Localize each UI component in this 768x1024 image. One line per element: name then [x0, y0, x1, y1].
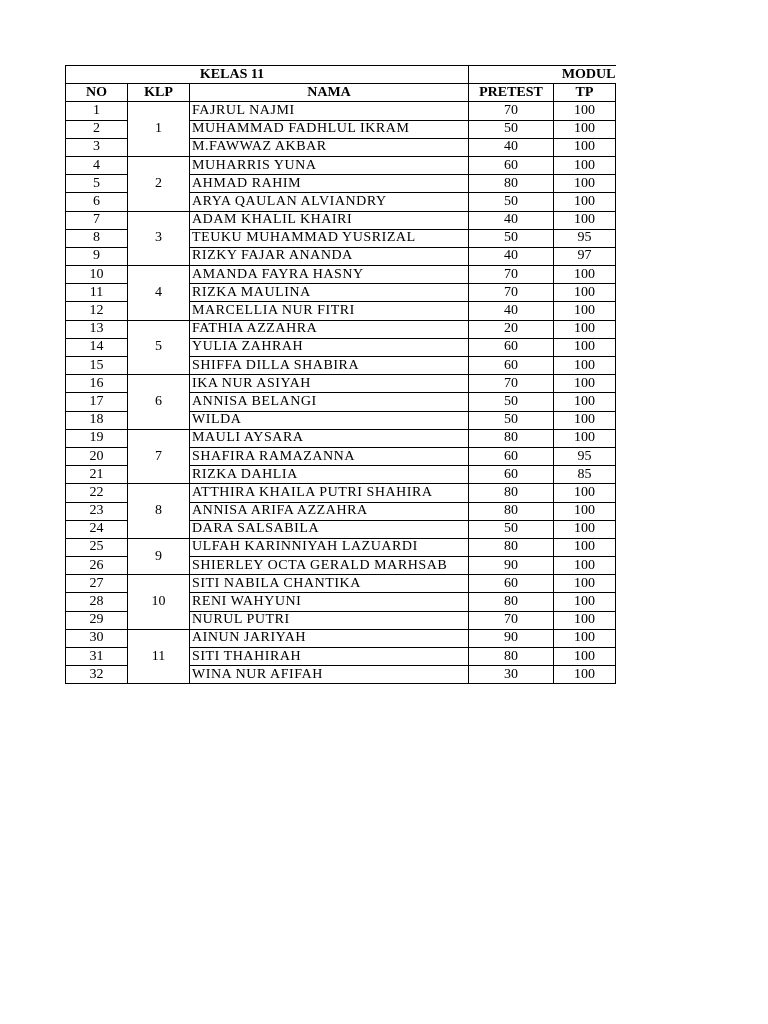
student-name-cell: SITI NABILA CHANTIKA [190, 575, 469, 593]
group-number-cell: 11 [128, 629, 190, 684]
pretest-score-cell: 80 [469, 538, 554, 556]
table-row [66, 266, 616, 284]
tp-score-cell: 100 [554, 666, 616, 684]
row-number-cell: 2 [66, 120, 128, 138]
modul-label: MODUL [469, 66, 616, 84]
table-row [66, 575, 616, 593]
tp-score-cell: 100 [554, 593, 616, 611]
student-name-cell: RENI WAHYUNI [190, 593, 469, 611]
tp-score-cell: 100 [554, 211, 616, 229]
group-number-cell: 8 [128, 484, 190, 539]
row-number-cell: 8 [66, 229, 128, 247]
group-number-cell: 6 [128, 375, 190, 430]
row-number-cell: 10 [66, 266, 128, 284]
row-number-cell: 27 [66, 575, 128, 593]
group-number-cell: 3 [128, 211, 190, 266]
pretest-score-cell: 70 [469, 284, 554, 302]
pretest-score-cell: 70 [469, 611, 554, 629]
row-number-cell: 5 [66, 175, 128, 193]
student-score-table [65, 65, 616, 684]
class-title: KELAS 11 [66, 66, 469, 84]
pretest-score-cell: 40 [469, 211, 554, 229]
pretest-score-cell: 60 [469, 575, 554, 593]
student-name-cell: M.FAWWAZ AKBAR [190, 138, 469, 156]
group-number-cell: 9 [128, 538, 190, 574]
group-number-cell: 10 [128, 575, 190, 630]
pretest-score-cell: 50 [469, 411, 554, 429]
table-row [66, 156, 616, 174]
header-tp: TP [554, 84, 616, 102]
student-name-cell: SHIERLEY OCTA GERALD MARHSAB [190, 557, 469, 575]
header-row [66, 84, 616, 102]
row-number-cell: 26 [66, 557, 128, 575]
table-row [66, 102, 616, 120]
header-klp: KLP [128, 84, 190, 102]
pretest-score-cell: 50 [469, 193, 554, 211]
student-name-cell: MARCELLIA NUR FITRI [190, 302, 469, 320]
tp-score-cell: 100 [554, 557, 616, 575]
row-number-cell: 22 [66, 484, 128, 502]
row-number-cell: 14 [66, 338, 128, 356]
tp-score-cell: 100 [554, 302, 616, 320]
pretest-score-cell: 50 [469, 393, 554, 411]
student-name-cell: AINUN JARIYAH [190, 629, 469, 647]
student-name-cell: RIZKA DAHLIA [190, 466, 469, 484]
pretest-score-cell: 90 [469, 557, 554, 575]
row-number-cell: 9 [66, 247, 128, 265]
student-name-cell: SITI THAHIRAH [190, 648, 469, 666]
pretest-score-cell: 70 [469, 102, 554, 120]
student-name-cell: NURUL PUTRI [190, 611, 469, 629]
pretest-score-cell: 60 [469, 357, 554, 375]
title-row [66, 66, 616, 84]
student-name-cell: AMANDA FAYRA HASNY [190, 266, 469, 284]
pretest-score-cell: 60 [469, 447, 554, 465]
row-number-cell: 23 [66, 502, 128, 520]
tp-score-cell: 100 [554, 357, 616, 375]
tp-score-cell: 100 [554, 484, 616, 502]
header-nama: NAMA [190, 84, 469, 102]
tp-score-cell: 100 [554, 375, 616, 393]
tp-score-cell: 85 [554, 466, 616, 484]
tp-score-cell: 100 [554, 411, 616, 429]
header-pretest: PRETEST [469, 84, 554, 102]
tp-score-cell: 100 [554, 284, 616, 302]
student-name-cell: FATHIA AZZAHRA [190, 320, 469, 338]
student-name-cell: YULIA ZAHRAH [190, 338, 469, 356]
row-number-cell: 29 [66, 611, 128, 629]
group-number-cell: 1 [128, 102, 190, 157]
pretest-score-cell: 50 [469, 229, 554, 247]
student-name-cell: SHAFIRA RAMAZANNA [190, 447, 469, 465]
row-number-cell: 7 [66, 211, 128, 229]
pretest-score-cell: 50 [469, 520, 554, 538]
pretest-score-cell: 80 [469, 593, 554, 611]
pretest-score-cell: 60 [469, 338, 554, 356]
tp-score-cell: 100 [554, 575, 616, 593]
row-number-cell: 11 [66, 284, 128, 302]
student-name-cell: MAULI AYSARA [190, 429, 469, 447]
student-name-cell: TEUKU MUHAMMAD YUSRIZAL [190, 229, 469, 247]
student-name-cell: ANNISA ARIFA AZZAHRA [190, 502, 469, 520]
tp-score-cell: 100 [554, 611, 616, 629]
header-no: NO [66, 84, 128, 102]
tp-score-cell: 100 [554, 393, 616, 411]
pretest-score-cell: 90 [469, 629, 554, 647]
student-name-cell: ULFAH KARINNIYAH LAZUARDI [190, 538, 469, 556]
student-name-cell: WINA NUR AFIFAH [190, 666, 469, 684]
pretest-score-cell: 40 [469, 302, 554, 320]
row-number-cell: 31 [66, 648, 128, 666]
row-number-cell: 25 [66, 538, 128, 556]
row-number-cell: 28 [66, 593, 128, 611]
tp-score-cell: 100 [554, 520, 616, 538]
row-number-cell: 12 [66, 302, 128, 320]
group-number-cell: 2 [128, 156, 190, 211]
row-number-cell: 21 [66, 466, 128, 484]
pretest-score-cell: 50 [469, 120, 554, 138]
tp-score-cell: 95 [554, 447, 616, 465]
tp-score-cell: 100 [554, 320, 616, 338]
student-name-cell: WILDA [190, 411, 469, 429]
pretest-score-cell: 20 [469, 320, 554, 338]
tp-score-cell: 100 [554, 193, 616, 211]
row-number-cell: 1 [66, 102, 128, 120]
pretest-score-cell: 30 [469, 666, 554, 684]
row-number-cell: 24 [66, 520, 128, 538]
student-name-cell: DARA SALSABILA [190, 520, 469, 538]
group-number-cell: 4 [128, 266, 190, 321]
table-row [66, 538, 616, 556]
tp-score-cell: 100 [554, 156, 616, 174]
student-name-cell: ANNISA BELANGI [190, 393, 469, 411]
tp-score-cell: 100 [554, 502, 616, 520]
pretest-score-cell: 70 [469, 266, 554, 284]
row-number-cell: 18 [66, 411, 128, 429]
pretest-score-cell: 40 [469, 138, 554, 156]
row-number-cell: 13 [66, 320, 128, 338]
pretest-score-cell: 70 [469, 375, 554, 393]
table-row [66, 429, 616, 447]
tp-score-cell: 100 [554, 175, 616, 193]
pretest-score-cell: 80 [469, 648, 554, 666]
tp-score-cell: 100 [554, 648, 616, 666]
student-name-cell: ATTHIRA KHAILA PUTRI SHAHIRA [190, 484, 469, 502]
tp-score-cell: 100 [554, 102, 616, 120]
table-row [66, 375, 616, 393]
pretest-score-cell: 60 [469, 466, 554, 484]
row-number-cell: 15 [66, 357, 128, 375]
table-row [66, 320, 616, 338]
pretest-score-cell: 80 [469, 484, 554, 502]
row-number-cell: 19 [66, 429, 128, 447]
student-name-cell: MUHARRIS YUNA [190, 156, 469, 174]
tp-score-cell: 100 [554, 138, 616, 156]
row-number-cell: 3 [66, 138, 128, 156]
pretest-score-cell: 80 [469, 502, 554, 520]
row-number-cell: 20 [66, 447, 128, 465]
pretest-score-cell: 80 [469, 429, 554, 447]
pretest-score-cell: 40 [469, 247, 554, 265]
row-number-cell: 4 [66, 156, 128, 174]
group-number-cell: 5 [128, 320, 190, 375]
student-name-cell: RIZKY FAJAR ANANDA [190, 247, 469, 265]
tp-score-cell: 100 [554, 629, 616, 647]
table-row [66, 484, 616, 502]
tp-score-cell: 100 [554, 538, 616, 556]
student-name-cell: ADAM KHALIL KHAIRI [190, 211, 469, 229]
table-row [66, 211, 616, 229]
tp-score-cell: 100 [554, 120, 616, 138]
row-number-cell: 32 [66, 666, 128, 684]
student-score-table-body [66, 66, 616, 684]
student-name-cell: FAJRUL NAJMI [190, 102, 469, 120]
pretest-score-cell: 60 [469, 156, 554, 174]
tp-score-cell: 95 [554, 229, 616, 247]
student-name-cell: AHMAD RAHIM [190, 175, 469, 193]
tp-score-cell: 100 [554, 266, 616, 284]
row-number-cell: 17 [66, 393, 128, 411]
tp-score-cell: 100 [554, 429, 616, 447]
row-number-cell: 30 [66, 629, 128, 647]
row-number-cell: 16 [66, 375, 128, 393]
group-number-cell: 7 [128, 429, 190, 484]
row-number-cell: 6 [66, 193, 128, 211]
student-name-cell: MUHAMMAD FADHLUL IKRAM [190, 120, 469, 138]
tp-score-cell: 97 [554, 247, 616, 265]
table-row [66, 629, 616, 647]
student-name-cell: ARYA QAULAN ALVIANDRY [190, 193, 469, 211]
pretest-score-cell: 80 [469, 175, 554, 193]
student-name-cell: IKA NUR ASIYAH [190, 375, 469, 393]
tp-score-cell: 100 [554, 338, 616, 356]
student-name-cell: SHIFFA DILLA SHABIRA [190, 357, 469, 375]
student-name-cell: RIZKA MAULINA [190, 284, 469, 302]
